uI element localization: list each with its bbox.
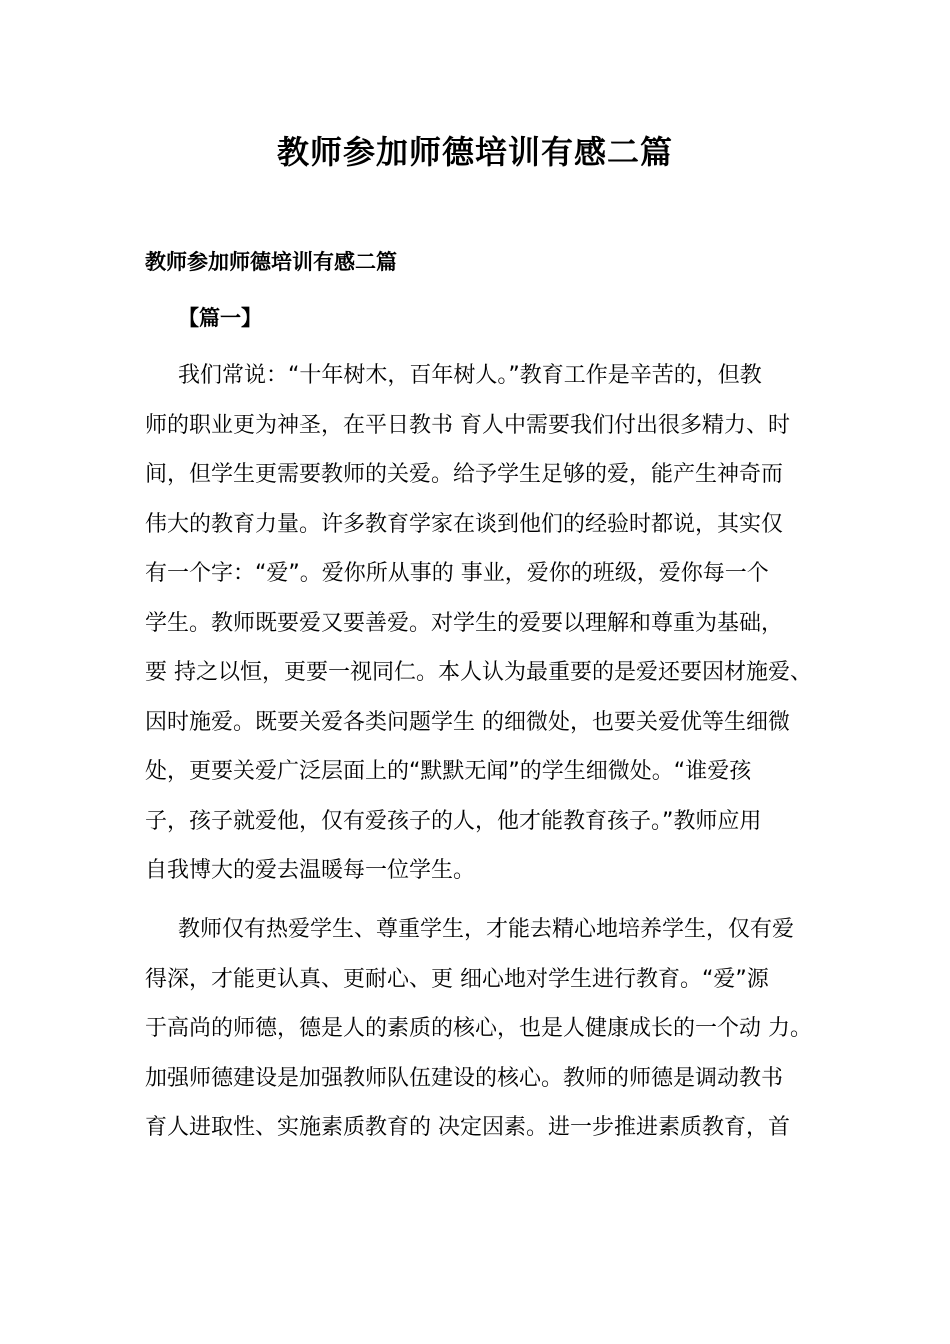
paragraph-line: 伟大的教育力量。许多教育学家在谈到他们的经验时都说，其实仅 xyxy=(145,511,784,537)
paragraph-line: 因时施爱。既要关爱各类问题学生 的细微处，也要关爱优等生细微 xyxy=(145,709,790,735)
paragraph-line: 处，更要关爱广泛层面上的“默默无闻”的学生细微处。“谁爱孩 xyxy=(145,759,752,784)
paragraph-line: 我们常说：“十年树木，百年树人。”教育工作是辛苦的，但教 xyxy=(178,363,762,388)
paragraph-line: 学生。教师既要爱又要善爱。对学生的爱要以理解和尊重为基础， xyxy=(145,610,784,636)
paragraph-line: 有一个字：“爱”。爱你所从事的 事业，爱你的班级，爱你每一个 xyxy=(145,561,769,586)
paragraph-2 xyxy=(145,905,815,1153)
paragraph-line: 育人进取性、实施素质教育的 决定因素。进一步推进素质教育，首 xyxy=(145,1115,790,1140)
paragraph-line: 自我博大的爱去温暖每一位学生。 xyxy=(145,858,476,883)
paragraph-line: 要 持之以恒，更要一视同仁。本人认为最重要的是爱还要因材施爱、 xyxy=(145,660,812,685)
paragraph-line: 师的职业更为神圣，在平日教书 育人中需要我们付出很多精力、时 xyxy=(145,412,790,438)
paragraph-line: 教师仅有热爱学生、尊重学生，才能去精心地培养学生，仅有爱 xyxy=(178,917,795,942)
paragraph-line: 子，孩子就爱他，仅有爱孩子的人，他才能教育孩子。”教师应用 xyxy=(145,808,762,834)
document-title: 教师参加师德培训有感二篇 xyxy=(276,133,673,171)
paragraph-line: 得深，才能更认真、更耐心、更 细心地对学生进行教育。“爱”源 xyxy=(145,966,769,992)
paragraph-line: 加强师德建设是加强教师队伍建设的核心。教师的师德是调动教书 xyxy=(145,1065,784,1091)
paragraph-1 xyxy=(145,351,815,896)
paragraph-line: 于高尚的师德，德是人的素质的核心，也是人健康成长的一个动 力。 xyxy=(145,1016,812,1041)
paragraph-line: 间，但学生更需要教师的关爱。给予学生足够的爱，能产生神奇而 xyxy=(145,462,784,487)
section-label: 【篇一】 xyxy=(178,306,262,330)
document-subtitle: 教师参加师德培训有感二篇 xyxy=(145,250,397,274)
